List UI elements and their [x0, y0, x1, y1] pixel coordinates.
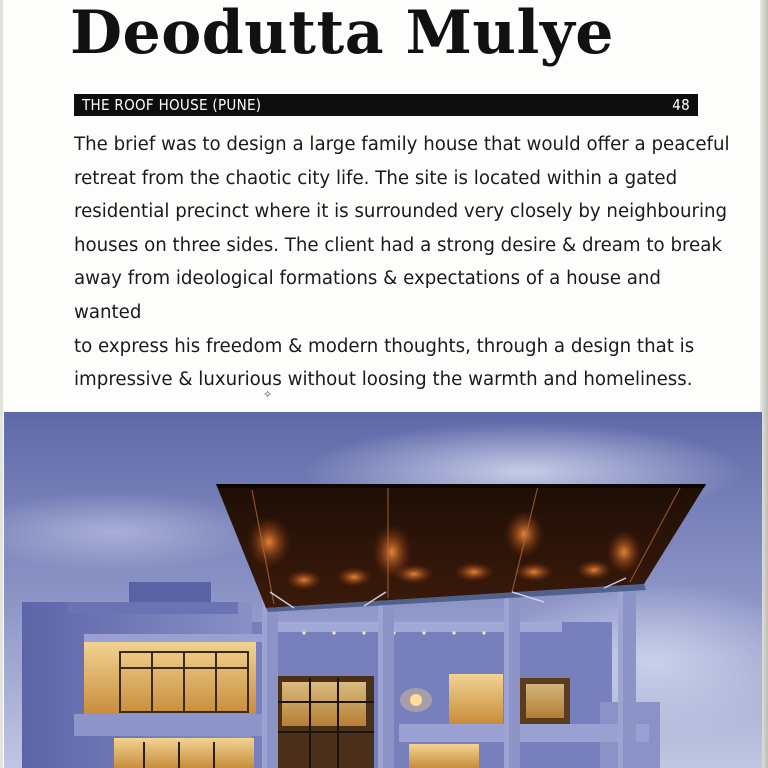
- print-mark: ✧: [263, 388, 273, 401]
- roof-light: [394, 564, 434, 584]
- window-lower-right: [409, 744, 479, 768]
- body-line: retreat from the chaotic city life. The site is located within a gated: [74, 167, 678, 189]
- roof-light: [247, 516, 291, 568]
- roof-light: [514, 562, 554, 582]
- section-header-bar: [74, 94, 698, 116]
- page-edge-left: [0, 0, 3, 768]
- balcony-slab: [399, 724, 649, 742]
- section-title: THE ROOF HOUSE (PUNE): [82, 96, 262, 114]
- window-right: [449, 674, 503, 724]
- roof-light: [606, 530, 642, 574]
- body-line: residential precinct where it is surrounded very closely by neighbouring: [74, 201, 728, 223]
- house-photo: [4, 412, 762, 768]
- house-photo-illustration: [4, 412, 762, 768]
- body-line: impressive & luxurious without loosing the warmth and homeliness.: [74, 369, 693, 391]
- body-paragraph: [74, 128, 734, 397]
- page-title: Deodutta Mulye: [70, 0, 614, 68]
- page-number: 48: [672, 96, 690, 114]
- body-line: houses on three sides. The client had a strong desire & dream to break: [74, 234, 722, 256]
- window-lower-left: [114, 738, 254, 768]
- roof-light: [286, 570, 322, 590]
- upper-slab: [84, 634, 264, 642]
- body-line: away from ideological formations & expectations of a house and wanted: [74, 268, 661, 323]
- body-line: The brief was to design a large family house that would offer a peaceful: [74, 134, 730, 155]
- roof-light: [336, 567, 372, 587]
- roof-light: [454, 562, 494, 582]
- roof-light: [504, 510, 544, 558]
- roof-light: [576, 560, 612, 580]
- body-line: to express his freedom & modern thoughts, through a design that is: [74, 335, 695, 357]
- roof-box: [68, 602, 238, 614]
- mid-slab: [74, 714, 264, 736]
